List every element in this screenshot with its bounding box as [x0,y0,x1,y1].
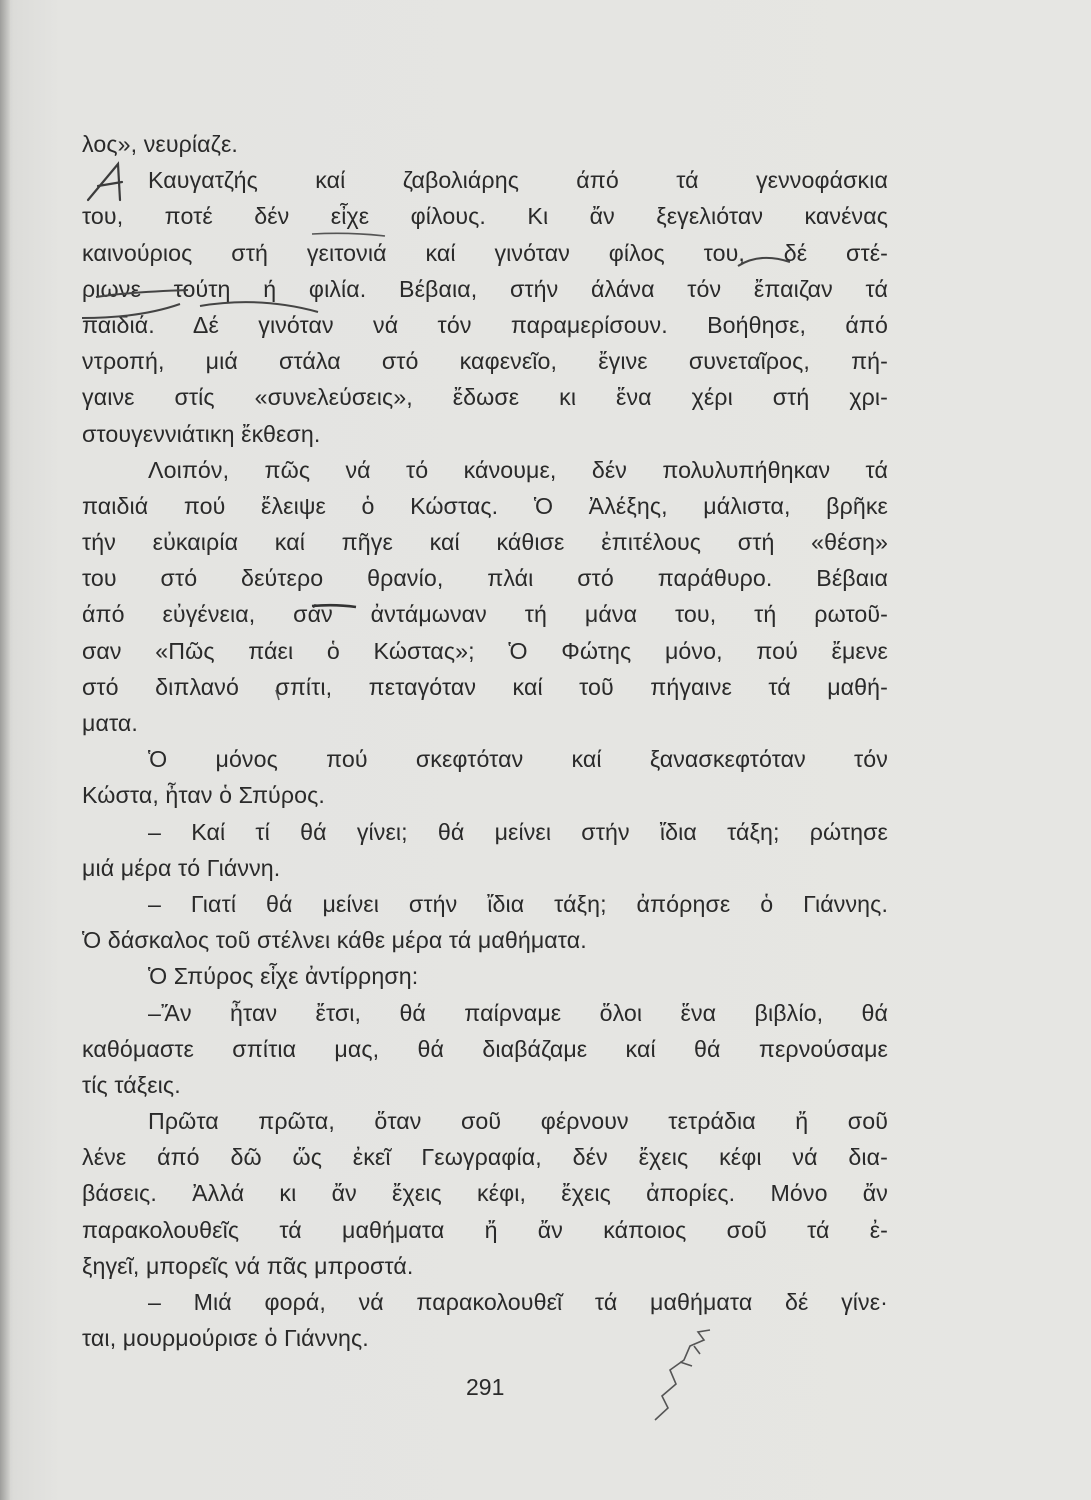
text-line: άπό εὐγένεια, σάν ἀντάμωναν τή μάνα του, τή ρωτοῦ- [82,601,888,628]
text-line: Καυγατζής καί ζαβολιάρης άπό τά γεννοφάσκια [148,167,888,194]
text-line: Ὁ δάσκαλος τοῦ στέλνει κάθε μέρα τά μαθήματα. [82,927,587,954]
text-line: σαν «Πῶς πάει ὁ Κώστας»; Ὁ Φώτης μόνο, πού ἔμενε [82,637,888,664]
text-line: λος», νευρίαζε. [82,131,238,157]
text-line: Ὁ μόνος πού σκεφτόταν καί ξανασκεφτόταν τόν [148,746,888,773]
text-line: λένε άπό δῶ ὥς ἐκεῖ Γεωγραφία, δέν ἔχεις κέφι νά δια- [82,1144,888,1171]
text-line: παιδιά. Δέ γινόταν νά τόν παραμερίσουν. Βοήθησε, άπό [82,311,888,338]
text-line: του, ποτέ δέν εἶχε φίλους. Κι ἄν ξεγελιόταν κανένας [82,203,888,230]
page-number: 291 [466,1374,505,1400]
text-line: – Γιατί θά μείνει στήν ἴδια τάξη; ἀπόρησε ὁ Γιάννης. [148,890,888,917]
text-line: παιδιά πού ἔλειψε ὁ Κώστας. Ὁ Ἀλέξης, μάλιστα, βρῆκε [82,492,888,519]
text-line: Λοιπόν, πῶς νά τό κάνουμε, δέν πολυλυπήθηκαν τά [148,456,888,483]
text-line: – Μιά φορά, νά παρακολουθεῖ τά μαθήματα δέ γίνε· [148,1289,888,1315]
text-line: στουγεννιάτικη ἔκθεση. [82,420,321,447]
text-line: του στό δεύτερο θρανίο, πλάι στό παράθυρο. Βέβαια [82,565,888,592]
text-line: τήν εὐκαιρία καί πῆγε καί κάθισε ἐπιτέλους στή «θέση» [82,529,888,556]
text-line: ματα. [82,710,138,736]
text-line: παρακολουθεῖς τά μαθήματα ἤ ἄν κάποιος σοῦ τά ἐ- [82,1216,888,1243]
text-line: –Ἄν ἦταν ἔτσι, θά παίρναμε ὅλοι ἕνα βιβλίο, θά [148,999,888,1026]
text-line: Ὁ Σπύρος εἶχε ἀντίρρηση: [148,963,419,990]
text-line: Πρῶτα πρῶτα, ὅταν σοῦ φέρνουν τετράδια ἤ σοῦ [148,1108,888,1135]
text-line: ται, μουρμούρισε ὁ Γιάννης. [82,1325,369,1352]
text-line: ξηγεῖ, μπορεῖς νά πᾶς μπροστά. [82,1252,414,1279]
text-line: μιά μέρα τό Γιάννη. [82,854,281,881]
text-line: ριωνε τούτη ή φιλία. Βέβαια, στήν άλάνα τόν ἔπαιζαν τά [82,275,888,302]
text-line: στό διπλανό σπίτι, πεταγόταν καί τοῦ πήγαινε τά μαθή- [82,673,888,700]
text-line: ντροπή, μιά στάλα στό καφενεῖο, ἔγινε συνεταῖρος, πή- [82,348,888,375]
binding-shadow [0,0,10,1500]
text-line: βάσεις. Ἀλλά κι ἄν ἔχεις κέφι, ἔχεις ἀπορίες. Μόνο ἄν [82,1180,888,1207]
text-line: – Καί τί θά γίνει; θά μείνει στήν ἴδια τάξη; ρώτησε [148,818,888,845]
text-line: γαινε στίς «συνελεύσεις», ἔδωσε κι ἕνα χέρι στή χρι- [82,384,888,411]
text-line: καθόμαστε σπίτια μας, θά διαβάζαμε καί θά περνούσαμε [82,1035,888,1062]
text-line: τίς τάξεις. [82,1071,181,1098]
text-line: Κώστα, ἦταν ὁ Σπύρος. [82,782,325,809]
body-text [82,126,888,1356]
text-line: καινούριος στή γειτονιά καί γινόταν φίλος του, δέ στέ- [82,239,888,266]
